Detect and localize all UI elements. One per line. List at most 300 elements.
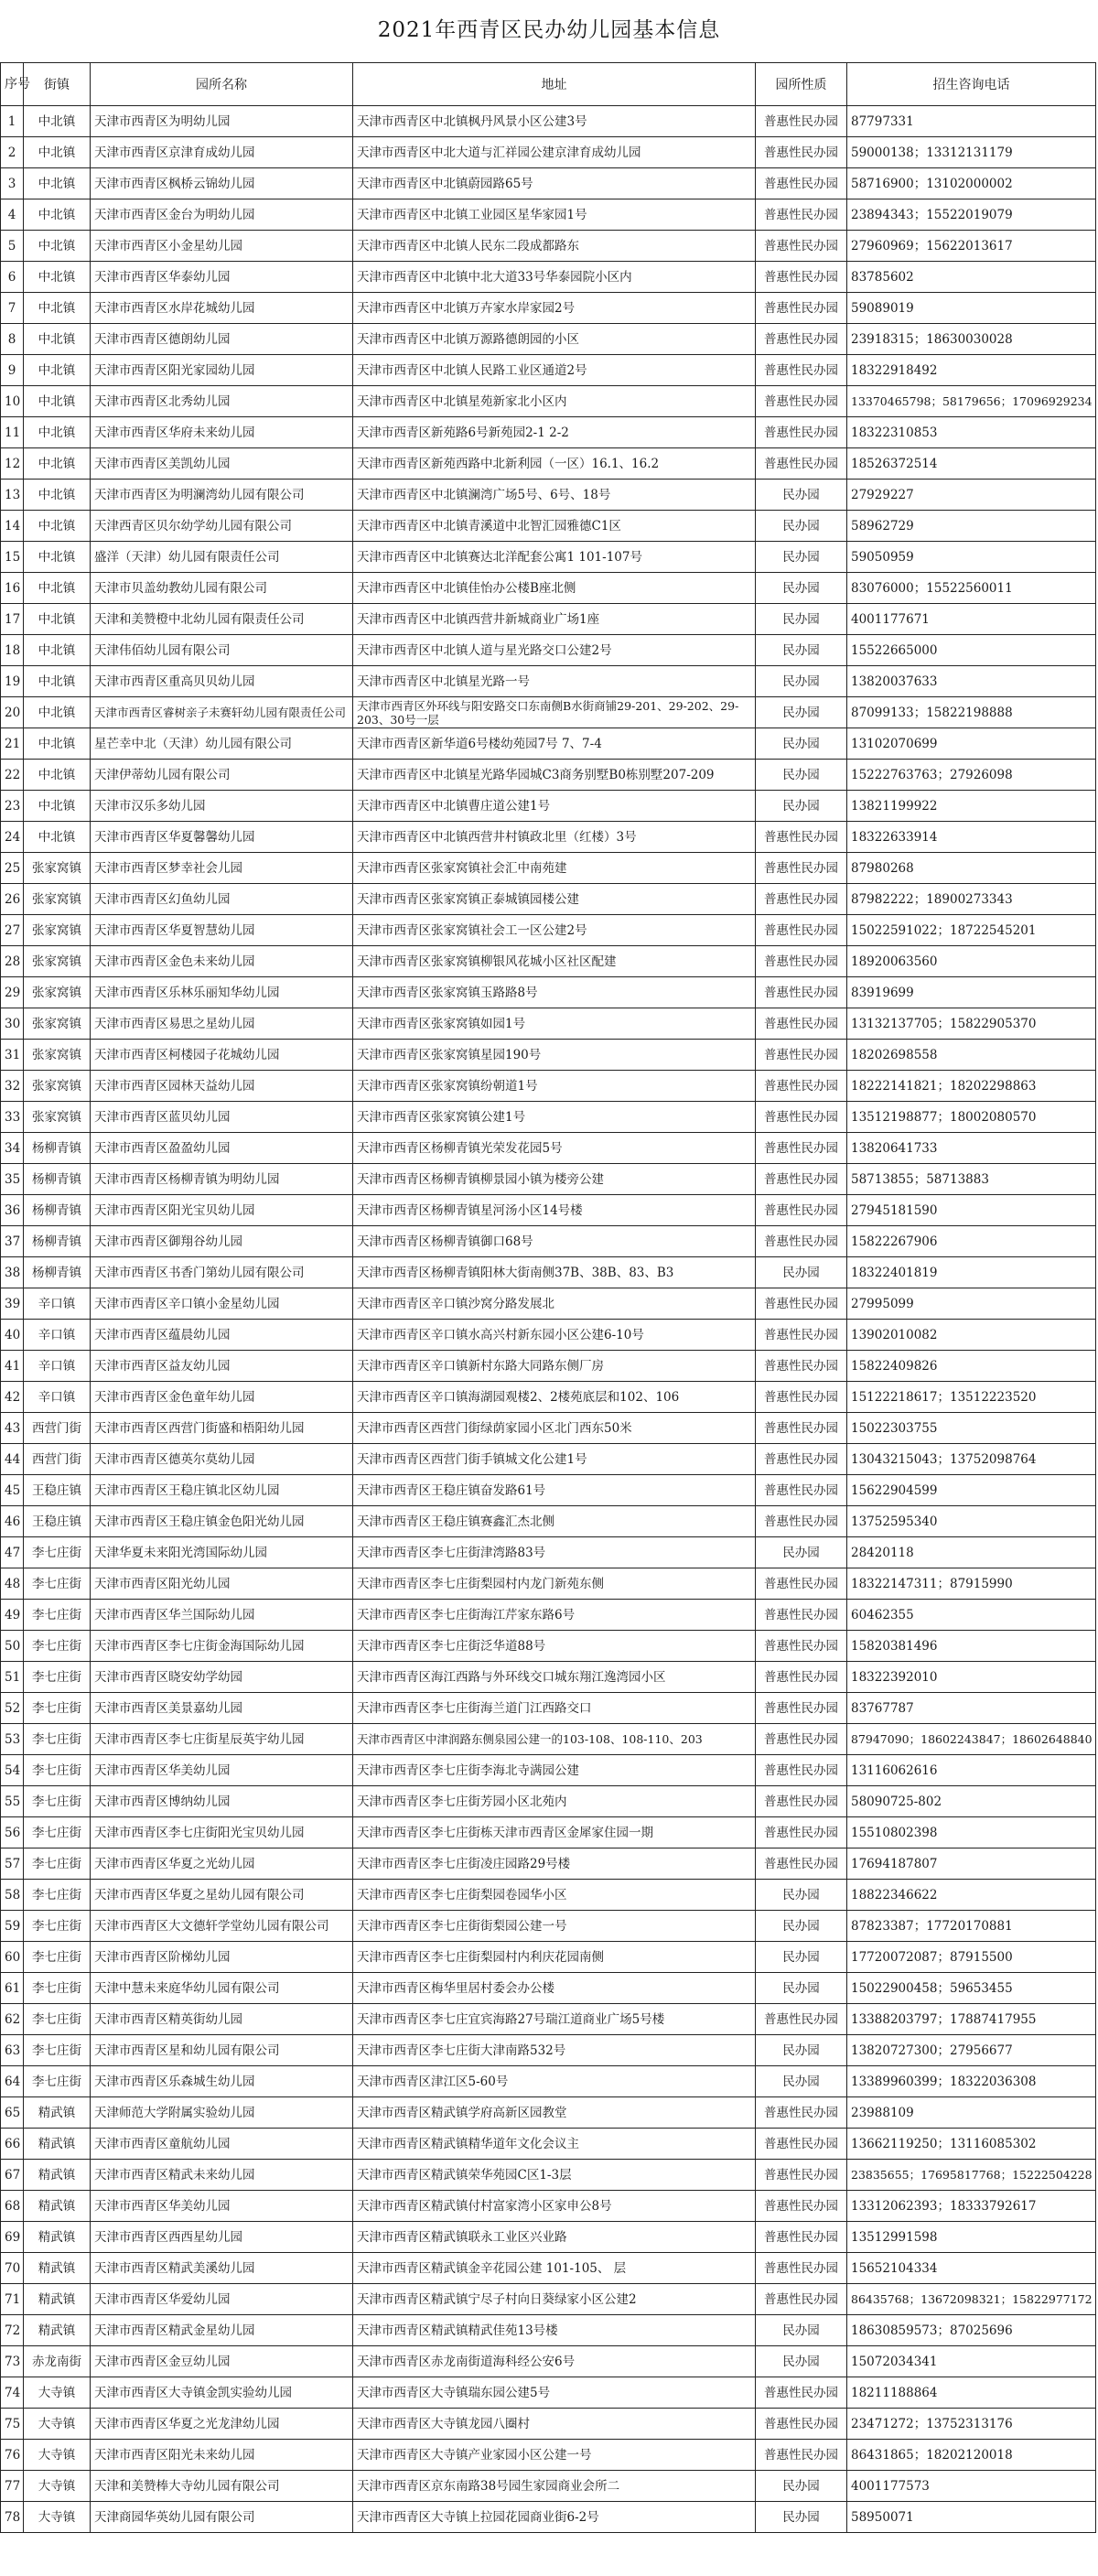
table-row (1, 2502, 1096, 2533)
cell-town: 辛口镇 (24, 1320, 91, 1351)
cell-nature: 民办园 (756, 480, 847, 511)
cell-seq: 31 (1, 1040, 24, 1071)
cell-nature: 普惠性民办园 (756, 884, 847, 915)
cell-name: 天津市西青区王稳庄镇北区幼儿园 (91, 1475, 353, 1506)
table-row (1, 2315, 1096, 2346)
cell-name: 天津市西青区睿树亲子未赛轩幼儿园有限责任公司 (91, 697, 353, 728)
cell-phone: 15822409826 (847, 1351, 1096, 1382)
cell-name: 天津市西青区美凯幼儿园 (91, 448, 353, 480)
cell-town: 杨柳青镇 (24, 1257, 91, 1288)
table-row (1, 2191, 1096, 2222)
cell-name: 天津市西青区李七庄街阳光宝贝幼儿园 (91, 1817, 353, 1848)
cell-seq: 71 (1, 2284, 24, 2315)
cell-name: 天津市西青区精武金星幼儿园 (91, 2315, 353, 2346)
table-row (1, 915, 1096, 946)
cell-name: 天津市西青区梦幸社会儿园 (91, 853, 353, 884)
cell-address: 天津市西青区张家窝镇星园190号 (353, 1040, 756, 1071)
cell-nature: 普惠性民办园 (756, 1413, 847, 1444)
cell-nature: 普惠性民办园 (756, 1506, 847, 1537)
cell-seq: 40 (1, 1320, 24, 1351)
cell-seq: 57 (1, 1848, 24, 1880)
cell-name: 天津市西青区重高贝贝幼儿园 (91, 666, 353, 697)
table-row (1, 2035, 1096, 2066)
cell-town: 中北镇 (24, 760, 91, 791)
cell-name: 天津市西青区书香门第幼儿园有限公司 (91, 1257, 353, 1288)
cell-address: 天津市西青区李七庄街芳园小区北苑内 (353, 1786, 756, 1817)
cell-address: 天津市西青区中津润路东侧泉园公建一的103-108、108-110、203 (353, 1724, 756, 1755)
cell-seq: 16 (1, 573, 24, 604)
cell-phone: 18222141821；18202298863 (847, 1071, 1096, 1102)
cell-nature: 普惠性民办园 (756, 386, 847, 417)
cell-address: 天津市西青区中北镇星苑新家北小区内 (353, 386, 756, 417)
cell-address: 天津市西青区李七庄街梨园村内利庆花园南侧 (353, 1942, 756, 1973)
cell-name: 天津师范大学附属实验幼儿园 (91, 2097, 353, 2129)
cell-address: 天津市西青区张家窝镇社会工一区公建2号 (353, 915, 756, 946)
cell-phone: 15022591022；18722545201 (847, 915, 1096, 946)
cell-address: 天津市西青区杨柳青镇星河汤小区14号楼 (353, 1195, 756, 1226)
cell-phone: 59050959 (847, 542, 1096, 573)
cell-phone: 13512991598 (847, 2222, 1096, 2253)
cell-phone: 27995099 (847, 1288, 1096, 1320)
cell-nature: 普惠性民办园 (756, 1724, 847, 1755)
cell-name: 天津市贝盖幼教幼儿园有限公司 (91, 573, 353, 604)
cell-town: 精武镇 (24, 2253, 91, 2284)
cell-nature: 普惠性民办园 (756, 1475, 847, 1506)
cell-town: 李七庄街 (24, 1880, 91, 1911)
cell-address: 天津市西青区李七庄街泛华道88号 (353, 1631, 756, 1662)
table-row (1, 1724, 1096, 1755)
cell-name: 天津市西青区西西星幼儿园 (91, 2222, 353, 2253)
cell-phone: 83076000；15522560011 (847, 573, 1096, 604)
document-title: 2021年西青区民办幼儿园基本信息 (377, 18, 721, 42)
cell-nature: 普惠性民办园 (756, 231, 847, 262)
cell-seq: 66 (1, 2129, 24, 2160)
cell-seq: 49 (1, 1600, 24, 1631)
table-row (1, 1631, 1096, 1662)
cell-name: 天津市西青区阳光家园幼儿园 (91, 355, 353, 386)
cell-nature: 普惠性民办园 (756, 1817, 847, 1848)
table-row (1, 946, 1096, 977)
cell-town: 李七庄街 (24, 1600, 91, 1631)
cell-town: 杨柳青镇 (24, 1164, 91, 1195)
table-row (1, 791, 1096, 822)
cell-name: 天津市西青区阳光未来幼儿园 (91, 2440, 353, 2471)
cell-seq: 38 (1, 1257, 24, 1288)
cell-name: 天津市西青区华夏智慧幼儿园 (91, 915, 353, 946)
cell-nature: 民办园 (756, 542, 847, 573)
cell-address: 天津市西青区外环线与阳安路交口东南侧B水街商铺29-201、29-202、29-203、30号一层 (353, 697, 756, 728)
table-row (1, 666, 1096, 697)
cell-address: 天津市西青区张家窝镇柳银风花城小区社区配建 (353, 946, 756, 977)
cell-address: 天津市西青区中北镇佳怡办公楼B座北侧 (353, 573, 756, 604)
cell-seq: 32 (1, 1071, 24, 1102)
cell-town: 大寺镇 (24, 2471, 91, 2502)
cell-phone: 18202698558 (847, 1040, 1096, 1071)
cell-seq: 54 (1, 1755, 24, 1786)
cell-seq: 72 (1, 2315, 24, 2346)
cell-name: 天津市西青区阳光幼儿园 (91, 1568, 353, 1600)
cell-address: 天津市西青区中北镇星光路一号 (353, 666, 756, 697)
cell-phone: 15510802398 (847, 1817, 1096, 1848)
cell-name: 天津市西青区幻鱼幼儿园 (91, 884, 353, 915)
table-row (1, 231, 1096, 262)
cell-seq: 47 (1, 1537, 24, 1568)
cell-name: 天津市西青区华夏之光幼儿园 (91, 1848, 353, 1880)
table-row (1, 1040, 1096, 1071)
cell-address: 天津市西青区辛口镇水高兴村新东园小区公建6-10号 (353, 1320, 756, 1351)
cell-name: 天津市西青区水岸花城幼儿园 (91, 293, 353, 324)
cell-town: 杨柳青镇 (24, 1195, 91, 1226)
table-row (1, 1973, 1096, 2004)
cell-nature: 普惠性民办园 (756, 448, 847, 480)
table-row (1, 1071, 1096, 1102)
cell-town: 中北镇 (24, 355, 91, 386)
cell-town: 中北镇 (24, 666, 91, 697)
cell-town: 精武镇 (24, 2191, 91, 2222)
table-row (1, 137, 1096, 168)
cell-name: 天津市西青区华夏馨馨幼儿园 (91, 822, 353, 853)
cell-town: 中北镇 (24, 168, 91, 199)
cell-town: 辛口镇 (24, 1351, 91, 1382)
cell-town: 李七庄街 (24, 1817, 91, 1848)
cell-address: 天津市西青区张家窝镇正泰城镇园楼公建 (353, 884, 756, 915)
cell-address: 天津市西青区西营门街手镇城文化公建1号 (353, 1444, 756, 1475)
cell-address: 天津市西青区李七庄街津湾路83号 (353, 1537, 756, 1568)
cell-name: 天津市西青区华美幼儿园 (91, 2191, 353, 2222)
cell-address: 天津市西青区中北镇青溪道中北智汇园雅德C1区 (353, 511, 756, 542)
cell-seq: 27 (1, 915, 24, 946)
cell-name: 天津市西青区大文德轩学堂幼儿园有限公司 (91, 1911, 353, 1942)
cell-phone: 17694187807 (847, 1848, 1096, 1880)
cell-town: 赤龙南街 (24, 2346, 91, 2377)
cell-name: 天津市西青区易思之星幼儿园 (91, 1008, 353, 1040)
cell-phone: 13132137705；15822905370 (847, 1008, 1096, 1040)
cell-town: 中北镇 (24, 199, 91, 231)
cell-nature: 普惠性民办园 (756, 1320, 847, 1351)
cell-address: 天津市西青区新苑路6号新苑园2-1 2-2 (353, 417, 756, 448)
cell-nature: 普惠性民办园 (756, 1071, 847, 1102)
table-row (1, 542, 1096, 573)
cell-seq: 33 (1, 1102, 24, 1133)
cell-phone: 83767787 (847, 1693, 1096, 1724)
cell-seq: 75 (1, 2409, 24, 2440)
cell-name: 天津市西青区盈盈幼儿园 (91, 1133, 353, 1164)
cell-phone: 15822267906 (847, 1226, 1096, 1257)
cell-address: 天津市西青区精武镇精武佳苑13号楼 (353, 2315, 756, 2346)
cell-nature: 普惠性民办园 (756, 2097, 847, 2129)
cell-nature: 普惠性民办园 (756, 977, 847, 1008)
cell-nature: 普惠性民办园 (756, 2129, 847, 2160)
cell-town: 李七庄街 (24, 2004, 91, 2035)
cell-name: 天津市西青区益友幼儿园 (91, 1351, 353, 1382)
table-row (1, 2129, 1096, 2160)
cell-phone: 15652104334 (847, 2253, 1096, 2284)
table-row (1, 1164, 1096, 1195)
table-row (1, 977, 1096, 1008)
cell-name: 天津华夏未来阳光湾国际幼儿园 (91, 1537, 353, 1568)
cell-name: 天津市西青区华府未来幼儿园 (91, 417, 353, 448)
cell-phone: 13752595340 (847, 1506, 1096, 1537)
cell-nature: 普惠性民办园 (756, 2440, 847, 2471)
cell-name: 天津市西青区杨柳青镇为明幼儿园 (91, 1164, 353, 1195)
cell-nature: 民办园 (756, 666, 847, 697)
cell-name: 天津市西青区京津育成幼儿园 (91, 137, 353, 168)
cell-nature: 普惠性民办园 (756, 1164, 847, 1195)
cell-name: 天津伟佰幼儿园有限公司 (91, 635, 353, 666)
cell-name: 天津市西青区小金星幼儿园 (91, 231, 353, 262)
cell-seq: 70 (1, 2253, 24, 2284)
table-row (1, 2160, 1096, 2191)
cell-address: 天津市西青区杨柳青镇柳景园小镇为楼旁公建 (353, 1164, 756, 1195)
cell-nature: 民办园 (756, 573, 847, 604)
cell-phone: 23988109 (847, 2097, 1096, 2129)
cell-name: 天津市西青区德朗幼儿园 (91, 324, 353, 355)
cell-seq: 58 (1, 1880, 24, 1911)
cell-seq: 18 (1, 635, 24, 666)
cell-seq: 51 (1, 1662, 24, 1693)
cell-seq: 53 (1, 1724, 24, 1755)
cell-seq: 59 (1, 1911, 24, 1942)
cell-seq: 29 (1, 977, 24, 1008)
cell-address: 天津市西青区中北镇人民路工业区通道2号 (353, 355, 756, 386)
cell-town: 中北镇 (24, 511, 91, 542)
cell-address: 天津市西青区中北镇人民东二段成都路东 (353, 231, 756, 262)
cell-address: 天津市西青区赤龙南街道海科经公安6号 (353, 2346, 756, 2377)
cell-phone: 59000138；13312131179 (847, 137, 1096, 168)
cell-town: 中北镇 (24, 480, 91, 511)
table-row (1, 1226, 1096, 1257)
table-row (1, 1506, 1096, 1537)
table-row (1, 2377, 1096, 2409)
table-row (1, 262, 1096, 293)
cell-nature: 普惠性民办园 (756, 1195, 847, 1226)
cell-town: 杨柳青镇 (24, 1226, 91, 1257)
cell-name: 天津市西青区精武美溪幼儿园 (91, 2253, 353, 2284)
cell-seq: 44 (1, 1444, 24, 1475)
table-row (1, 1102, 1096, 1133)
cell-address: 天津市西青区梅华里居村委会办公楼 (353, 1973, 756, 2004)
table-row (1, 1911, 1096, 1942)
cell-phone: 13102070699 (847, 728, 1096, 760)
cell-phone: 13388203797；17887417955 (847, 2004, 1096, 2035)
cell-phone: 60462355 (847, 1600, 1096, 1631)
cell-nature: 民办园 (756, 2315, 847, 2346)
cell-town: 中北镇 (24, 822, 91, 853)
cell-phone: 4001177671 (847, 604, 1096, 635)
table-row (1, 635, 1096, 666)
cell-phone: 13902010082 (847, 1320, 1096, 1351)
cell-nature: 普惠性民办园 (756, 355, 847, 386)
cell-phone: 18526372514 (847, 448, 1096, 480)
cell-town: 中北镇 (24, 324, 91, 355)
table-row (1, 1786, 1096, 1817)
cell-town: 精武镇 (24, 2315, 91, 2346)
cell-phone: 15522665000 (847, 635, 1096, 666)
cell-phone: 23894343；15522019079 (847, 199, 1096, 231)
header-town: 街镇 (24, 63, 91, 106)
cell-phone: 18322918492 (847, 355, 1096, 386)
cell-phone: 18322392010 (847, 1662, 1096, 1693)
cell-address: 天津市西青区大寺镇上拉园花园商业街6-2号 (353, 2502, 756, 2533)
cell-name: 天津市西青区华美幼儿园 (91, 1755, 353, 1786)
cell-seq: 78 (1, 2502, 24, 2533)
cell-phone: 83785602 (847, 262, 1096, 293)
cell-nature: 普惠性民办园 (756, 1008, 847, 1040)
table-header-row (1, 63, 1096, 106)
cell-address: 天津市西青区张家窝镇纷朝道1号 (353, 1071, 756, 1102)
cell-phone: 87947090；18602243847；18602648840 (847, 1724, 1096, 1755)
cell-phone: 18322401819 (847, 1257, 1096, 1288)
cell-town: 李七庄街 (24, 1942, 91, 1973)
cell-address: 天津市西青区中北镇赛达北洋配套公寓1 101-107号 (353, 542, 756, 573)
table-row (1, 1942, 1096, 1973)
table-row (1, 1382, 1096, 1413)
cell-phone: 23835655；17695817768；15222504228 (847, 2160, 1096, 2191)
cell-phone: 27929227 (847, 480, 1096, 511)
cell-name: 天津市西青区王稳庄镇金色阳光幼儿园 (91, 1506, 353, 1537)
cell-address: 天津市西青区中北镇蔚园路65号 (353, 168, 756, 199)
cell-nature: 普惠性民办园 (756, 2284, 847, 2315)
table-row (1, 2346, 1096, 2377)
cell-nature: 普惠性民办园 (756, 2222, 847, 2253)
table-row (1, 2004, 1096, 2035)
cell-address: 天津市西青区中北镇万卉家水岸家园2号 (353, 293, 756, 324)
cell-town: 张家窝镇 (24, 884, 91, 915)
cell-nature: 民办园 (756, 697, 847, 728)
cell-name: 天津市西青区阶梯幼儿园 (91, 1942, 353, 1973)
table-row (1, 853, 1096, 884)
cell-nature: 普惠性民办园 (756, 106, 847, 137)
cell-seq: 7 (1, 293, 24, 324)
cell-name: 天津市西青区蓝贝幼儿园 (91, 1102, 353, 1133)
cell-nature: 普惠性民办园 (756, 2191, 847, 2222)
cell-phone: 87823387；17720170881 (847, 1911, 1096, 1942)
cell-name: 天津市西青区李七庄街星辰英宇幼儿园 (91, 1724, 353, 1755)
cell-name: 天津市西青区柯楼园子花城幼儿园 (91, 1040, 353, 1071)
cell-seq: 35 (1, 1164, 24, 1195)
table-row (1, 417, 1096, 448)
cell-seq: 56 (1, 1817, 24, 1848)
cell-seq: 19 (1, 666, 24, 697)
cell-seq: 50 (1, 1631, 24, 1662)
cell-address: 天津市西青区张家窝镇社会汇中南苑建 (353, 853, 756, 884)
cell-town: 中北镇 (24, 697, 91, 728)
table-row (1, 1693, 1096, 1724)
cell-name: 天津伊蒂幼儿园有限公司 (91, 760, 353, 791)
cell-phone: 86435768；13672098321；15822977172 (847, 2284, 1096, 2315)
cell-address: 天津市西青区李七庄街梨园卷园华小区 (353, 1880, 756, 1911)
cell-address: 天津市西青区李七庄街李海北寺满园公建 (353, 1755, 756, 1786)
cell-phone: 18630859573；87025696 (847, 2315, 1096, 2346)
cell-nature: 民办园 (756, 604, 847, 635)
cell-address: 天津市西青区新苑西路中北新利园（一区）16.1、16.2 (353, 448, 756, 480)
cell-name: 天津市西青区华夏之光龙津幼儿园 (91, 2409, 353, 2440)
table-row (1, 2284, 1096, 2315)
cell-address: 天津市西青区中北镇星光路华园城C3商务别墅B0栋别墅207-209 (353, 760, 756, 791)
table-row (1, 1537, 1096, 1568)
cell-nature: 普惠性民办园 (756, 293, 847, 324)
table-row (1, 1195, 1096, 1226)
cell-town: 西营门街 (24, 1413, 91, 1444)
cell-name: 天津市西青区精英街幼儿园 (91, 2004, 353, 2035)
table-row (1, 386, 1096, 417)
header-seq: 序号 (1, 63, 24, 106)
cell-name: 天津市西青区御翔谷幼儿园 (91, 1226, 353, 1257)
cell-town: 张家窝镇 (24, 1071, 91, 1102)
table-row (1, 2066, 1096, 2097)
cell-phone: 18920063560 (847, 946, 1096, 977)
cell-seq: 41 (1, 1351, 24, 1382)
cell-town: 李七庄街 (24, 1973, 91, 2004)
cell-town: 李七庄街 (24, 1693, 91, 1724)
table-row (1, 573, 1096, 604)
table-row (1, 480, 1096, 511)
cell-town: 中北镇 (24, 791, 91, 822)
table-row (1, 1320, 1096, 1351)
cell-address: 天津市西青区西营门街绿荫家园小区北门西东50米 (353, 1413, 756, 1444)
cell-name: 天津市西青区西营门街盛和梧阳幼儿园 (91, 1413, 353, 1444)
cell-phone: 4001177573 (847, 2471, 1096, 2502)
cell-nature: 普惠性民办园 (756, 1382, 847, 1413)
cell-town: 大寺镇 (24, 2409, 91, 2440)
cell-phone: 58950071 (847, 2502, 1096, 2533)
cell-seq: 10 (1, 386, 24, 417)
cell-address: 天津市西青区津江区5-60号 (353, 2066, 756, 2097)
cell-name: 天津和美赞橙中北幼儿园有限责任公司 (91, 604, 353, 635)
cell-nature: 民办园 (756, 760, 847, 791)
cell-address: 天津市西青区大寺镇瑞东园公建5号 (353, 2377, 756, 2409)
cell-town: 精武镇 (24, 2160, 91, 2191)
cell-phone: 13043215043；13752098764 (847, 1444, 1096, 1475)
cell-town: 大寺镇 (24, 2502, 91, 2533)
cell-nature: 普惠性民办园 (756, 137, 847, 168)
cell-address: 天津市西青区中北镇曹庄道公建1号 (353, 791, 756, 822)
table-row (1, 728, 1096, 760)
cell-nature: 民办园 (756, 1911, 847, 1942)
cell-nature: 普惠性民办园 (756, 1040, 847, 1071)
cell-seq: 36 (1, 1195, 24, 1226)
cell-address: 天津市西青区中北镇万源路德朗园的小区 (353, 324, 756, 355)
table-row (1, 168, 1096, 199)
cell-nature: 普惠性民办园 (756, 168, 847, 199)
cell-address: 天津市西青区杨柳青镇御口68号 (353, 1226, 756, 1257)
cell-phone: 15122218617；13512223520 (847, 1382, 1096, 1413)
cell-town: 中北镇 (24, 137, 91, 168)
cell-name: 天津市西青区金色未来幼儿园 (91, 946, 353, 977)
cell-name: 天津市西青区辛口镇小金星幼儿园 (91, 1288, 353, 1320)
cell-nature: 普惠性民办园 (756, 1600, 847, 1631)
cell-seq: 12 (1, 448, 24, 480)
cell-name: 天津市西青区金豆幼儿园 (91, 2346, 353, 2377)
cell-name: 天津市西青区枫桥云锦幼儿园 (91, 168, 353, 199)
cell-phone: 27960969；15622013617 (847, 231, 1096, 262)
cell-phone: 13389960399；18322036308 (847, 2066, 1096, 2097)
cell-address: 天津市西青区京东南路38号园生家园商业会所二 (353, 2471, 756, 2502)
cell-nature: 民办园 (756, 2502, 847, 2533)
cell-nature: 民办园 (756, 1257, 847, 1288)
table-row (1, 760, 1096, 791)
cell-address: 天津市西青区中北镇工业园区星华家园1号 (353, 199, 756, 231)
cell-phone: 15022900458；59653455 (847, 1973, 1096, 2004)
cell-phone: 86431865；18202120018 (847, 2440, 1096, 2471)
cell-nature: 普惠性民办园 (756, 1848, 847, 1880)
cell-town: 中北镇 (24, 231, 91, 262)
cell-phone: 13820727300；27956677 (847, 2035, 1096, 2066)
cell-town: 李七庄街 (24, 1911, 91, 1942)
table-row (1, 1257, 1096, 1288)
kindergarten-table (0, 62, 1096, 2533)
cell-town: 中北镇 (24, 417, 91, 448)
